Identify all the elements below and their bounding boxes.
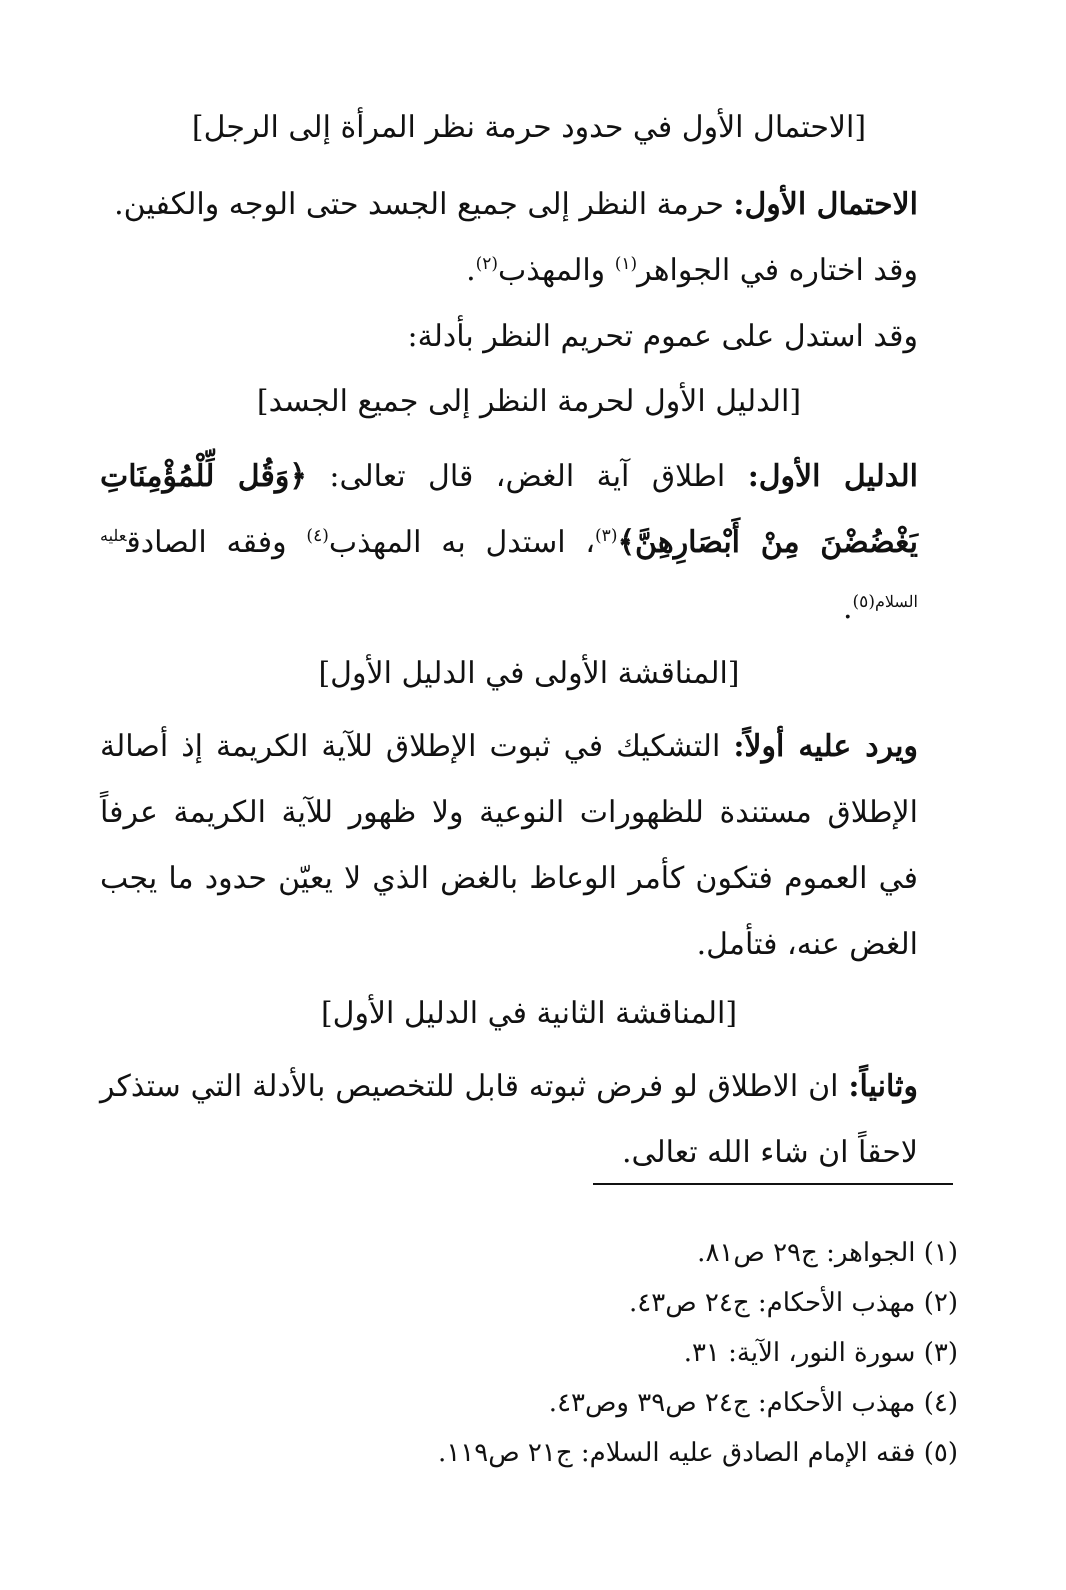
footnote-item: (١) الجواهر: ج٢٩ ص٨١. [697, 1238, 958, 1268]
paragraph-text: التشكيك في ثبوت الإطلاق للآية الكريمة إذ أصالة الإطلاق مستندة للظهورات النوعية ولا ظهور للآية الكريمة عرفاً في العموم فتكون كأمر الوعاظ بالغض الذي لا يعيّن حدود ما يجب الغض عنه، فتأمل. [100, 729, 918, 962]
lead-term: ويرد عليه أولاً: [733, 729, 918, 764]
section-heading-second-discussion: [المناقشة الثانية في الدليل الأول] [320, 996, 738, 1031]
first-possibility-line [100, 172, 958, 238]
honorific-glyph: عليه السلام [100, 526, 918, 611]
paragraph-text: حرمة النظر إلى جميع الجسد حتى الوجه والكفين. [114, 187, 734, 222]
footnote-ref-2: (٢) [475, 254, 499, 274]
paragraph-text: وقد اختاره في الجواهر [637, 253, 918, 288]
paragraph-second-discussion [100, 1054, 958, 1186]
paragraph-text: اطلاق آية الغض، قال تعالى: [306, 459, 748, 494]
footnote-separator [593, 1183, 953, 1185]
paragraph-text: ان الاطلاق لو فرض ثبوته قابل للتخصيص بالأدلة التي ستذكر لاحقاً ان شاء الله تعالى. [100, 1069, 918, 1170]
evidence-intro-line: وقد استدل على عموم تحريم النظر بأدلة: [407, 319, 918, 354]
paragraph-text: ، استدل به المهذب [328, 525, 596, 560]
footnote-item: (٤) مهذب الأحكام: ج٢٤ ص٣٩ وص٤٣. [548, 1388, 958, 1418]
footnote-ref-1: (١) [614, 254, 638, 274]
lead-term: الاحتمال الأول: [733, 187, 918, 222]
lead-term: وثانياً: [848, 1069, 918, 1104]
page-body [100, 100, 958, 1186]
paragraph-first-discussion [100, 714, 958, 978]
footnote-item: (٣) سورة النور، الآية: ٣١. [683, 1338, 958, 1368]
paragraph-text: وفقه الصادق [126, 525, 307, 560]
chosen-by-line [100, 238, 958, 304]
quran-verse: ﴿وَقُل لِّلْمُؤْمِنَاتِ يَغْضُضْنَ مِنْ أَبْصَارِهِنَّ﴾ [100, 459, 918, 560]
footnote-item: (٥) فقه الإمام الصادق عليه السلام: ج٢١ ص١١٩. [438, 1438, 958, 1468]
paragraph-first-evidence [100, 444, 958, 642]
section-heading-first-discussion: [المناقشة الأولى في الدليل الأول] [318, 656, 740, 691]
section-heading-first-evidence: [الدليل الأول لحرمة النظر إلى جميع الجسد] [256, 384, 802, 419]
footnotes [258, 1228, 958, 1478]
footnote-ref-3: (٣) [595, 526, 618, 546]
paragraph-text: . [466, 253, 476, 288]
paragraph-text: . [842, 591, 853, 626]
footnote-ref-4: (٤) [306, 526, 329, 546]
footnote-item: (٢) مهذب الأحكام: ج٢٤ ص٤٣. [629, 1288, 958, 1318]
lead-term: الدليل الأول: [747, 459, 918, 494]
paragraph-text: والمهذب [498, 253, 615, 288]
section-heading-first-possibility: [الاحتمال الأول في حدود حرمة نظر المرأة إلى الرجل] [191, 110, 867, 145]
paragraph-first-possibility [100, 172, 958, 370]
footnote-ref-5: (٥) [852, 592, 875, 612]
